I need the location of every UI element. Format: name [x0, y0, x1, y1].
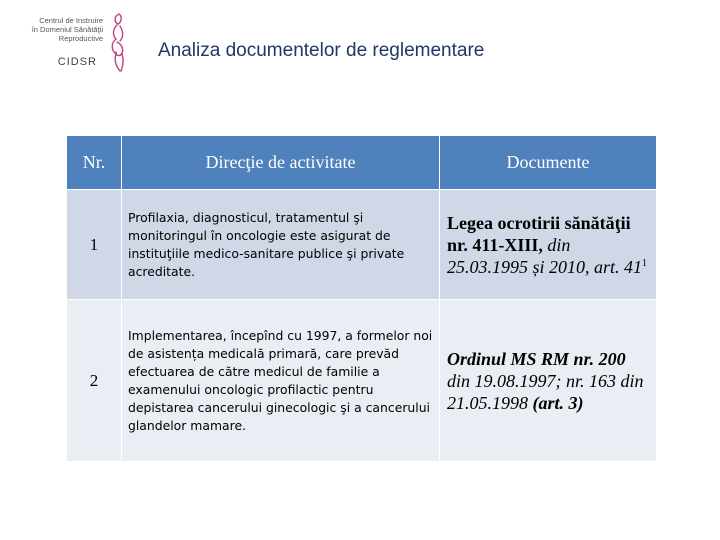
header-nr: Nr.	[67, 136, 122, 190]
activity-direction: Implementarea, începînd cu 1997, a formelor noi de asistența medicală primară, care prevăd efectuarea de către medicul de familie a examenului oncologic profilactic pentru depistarea cancerului ginecologic şi a cancerului glandelor mamare.	[122, 300, 440, 462]
organization-logo	[12, 6, 130, 72]
logo-abbreviation: CIDSR	[57, 56, 97, 68]
page-title: Analiza documentelor de reglementare	[158, 40, 485, 61]
logo-line-2: în Domeniul Sănătăţii	[31, 25, 103, 34]
regulations-table	[66, 135, 657, 462]
document-article: (art. 3)	[532, 392, 584, 413]
woman-silhouette-icon	[104, 10, 132, 74]
document-reference	[440, 190, 657, 300]
logo-line-1: Centrul de Instruire	[39, 16, 103, 25]
document-title: Legea ocrotirii sănătăţii nr. 411-XIII,	[447, 212, 631, 255]
table-header-row	[67, 136, 657, 190]
header-documents: Documente	[440, 136, 657, 190]
row-number: 1	[67, 190, 122, 300]
table-row	[67, 190, 657, 300]
header-direction: Direcţie de activitate	[122, 136, 440, 190]
document-title: Ordinul MS RM nr. 200	[447, 348, 626, 369]
logo-name	[15, 16, 103, 43]
logo-line-3: Reproductive	[58, 34, 103, 43]
activity-direction: Profilaxia, diagnosticul, tratamentul şi monitoringul în oncologie este asigurat de instituţiile medico-sanitare publice şi private acreditate.	[122, 190, 440, 300]
document-reference	[440, 300, 657, 462]
article-superscript: 1	[642, 257, 648, 269]
row-number: 2	[67, 300, 122, 462]
document-details: din 19.08.1997; nr. 163 din 21.05.1998	[447, 370, 644, 413]
table-row	[67, 300, 657, 462]
document-details: din 25.03.1995 și 2010, art. 41	[447, 234, 643, 277]
